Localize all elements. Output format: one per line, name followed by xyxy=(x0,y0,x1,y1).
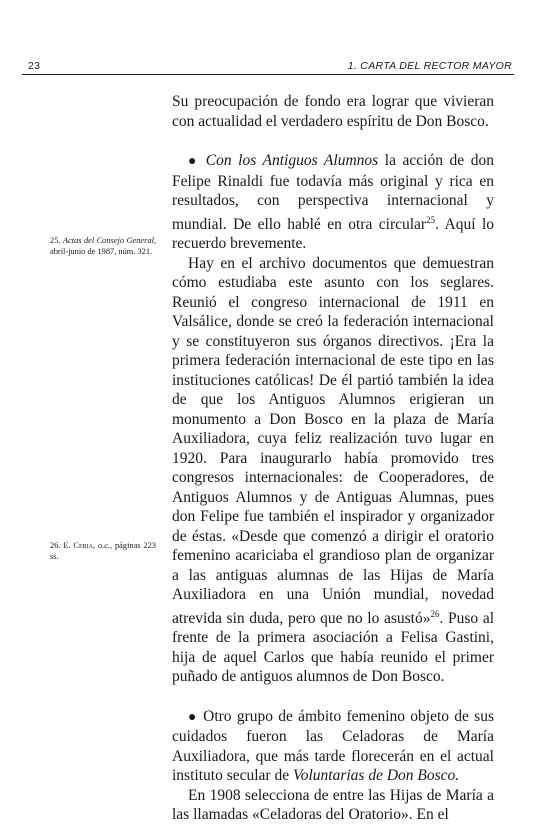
page-number: 23 xyxy=(28,60,41,72)
footnote-source: Actas del Consejo General, xyxy=(62,236,157,245)
footnote-source: o.c., xyxy=(95,541,113,550)
footnote-25 xyxy=(50,236,156,257)
footnote-ref[interactable]: 25 xyxy=(426,214,436,225)
footnote-author: E. Ceria, xyxy=(63,541,96,550)
paragraph-archivo xyxy=(172,254,494,687)
footnote-26 xyxy=(50,541,156,562)
paragraph-celadoras xyxy=(172,707,494,786)
paragraph-text: Hay en el archivo documentos que demuestran cómo estudiaba este asunto con los seglares. Reunió el congreso internacional de 1911 en Valsálice, donde se creó la federación internacional y se constituyeron sus órganos directivos. ¡Era la primera federación internacional de este tipo en las instituciones católicas! De él partió también la idea de que los Antiguos Alumnos erigieran un monumento a Don Bosco en la plaza de María Auxiliadora, cuya feliz realización tuvo lugar en 1920. Para inaugurarlo había promovido tres congresos internacionales: de Cooperadores, de Antiguos Alumnos y de Antiguas Alumnas, pues don Felipe fue también el inspirador y organizador de éstas. «Desde que comenzó a dirigir el oratorio femenino acariciaba el grandioso plan de organizar a las antiguas alumnas de las Hijas de María Auxiliadora en una Unión mundial, novedad atrevida sin duda, pero que no lo asustó» xyxy=(172,254,494,627)
italic-lead: Con los Antiguos Alumnos xyxy=(205,152,379,169)
footnote-text: abril-junio de 1987, núm. 321. xyxy=(50,246,153,256)
running-header xyxy=(22,58,514,75)
main-text xyxy=(172,92,494,825)
footnote-number: 25. xyxy=(50,236,61,245)
bullet-icon: ● xyxy=(188,154,200,169)
chapter-title: 1. CARTA DEL RECTOR MAYOR xyxy=(347,60,512,72)
footnote-text: páginas 223 ss. xyxy=(50,541,156,561)
footnote-number: 26. xyxy=(50,541,61,550)
paragraph-text: Otro grupo de ámbito femenino objeto de sus cuidados fueron las Celadoras de María Auxiliadora, que más tarde florecerán en el actual instituto secular de xyxy=(172,707,494,785)
paragraph-text: la acción de don Felipe Rinaldi fue todavía más original y rica en resultados, con perspectiva internacional y mundial. De ello hablé en otra circular xyxy=(172,152,494,233)
paragraph: En 1908 selecciona de entre las Hijas de María a las llamadas «Celadoras del Oratorio». En el xyxy=(172,786,494,824)
italic-tail: Voluntarias de Don Bosco. xyxy=(292,767,460,785)
paragraph-text-after: . Aquí lo recuerdo brevemente. xyxy=(172,215,494,253)
paragraph-text-after: . Puso al frente de la primera asociación a Felisa Gastini, hija de aquel Carlos que había reunido el primer puñado de antiguos alumnos de Don Bosco. xyxy=(172,609,495,686)
paragraph: Su preocupación de fondo era lograr que vivieran con actualidad el verdadero espíritu de Don Bosco. xyxy=(172,93,494,130)
bullet-icon: ● xyxy=(188,709,198,725)
paragraph-antiguos-alumnos xyxy=(172,151,494,254)
footnote-ref[interactable]: 26 xyxy=(430,608,440,619)
